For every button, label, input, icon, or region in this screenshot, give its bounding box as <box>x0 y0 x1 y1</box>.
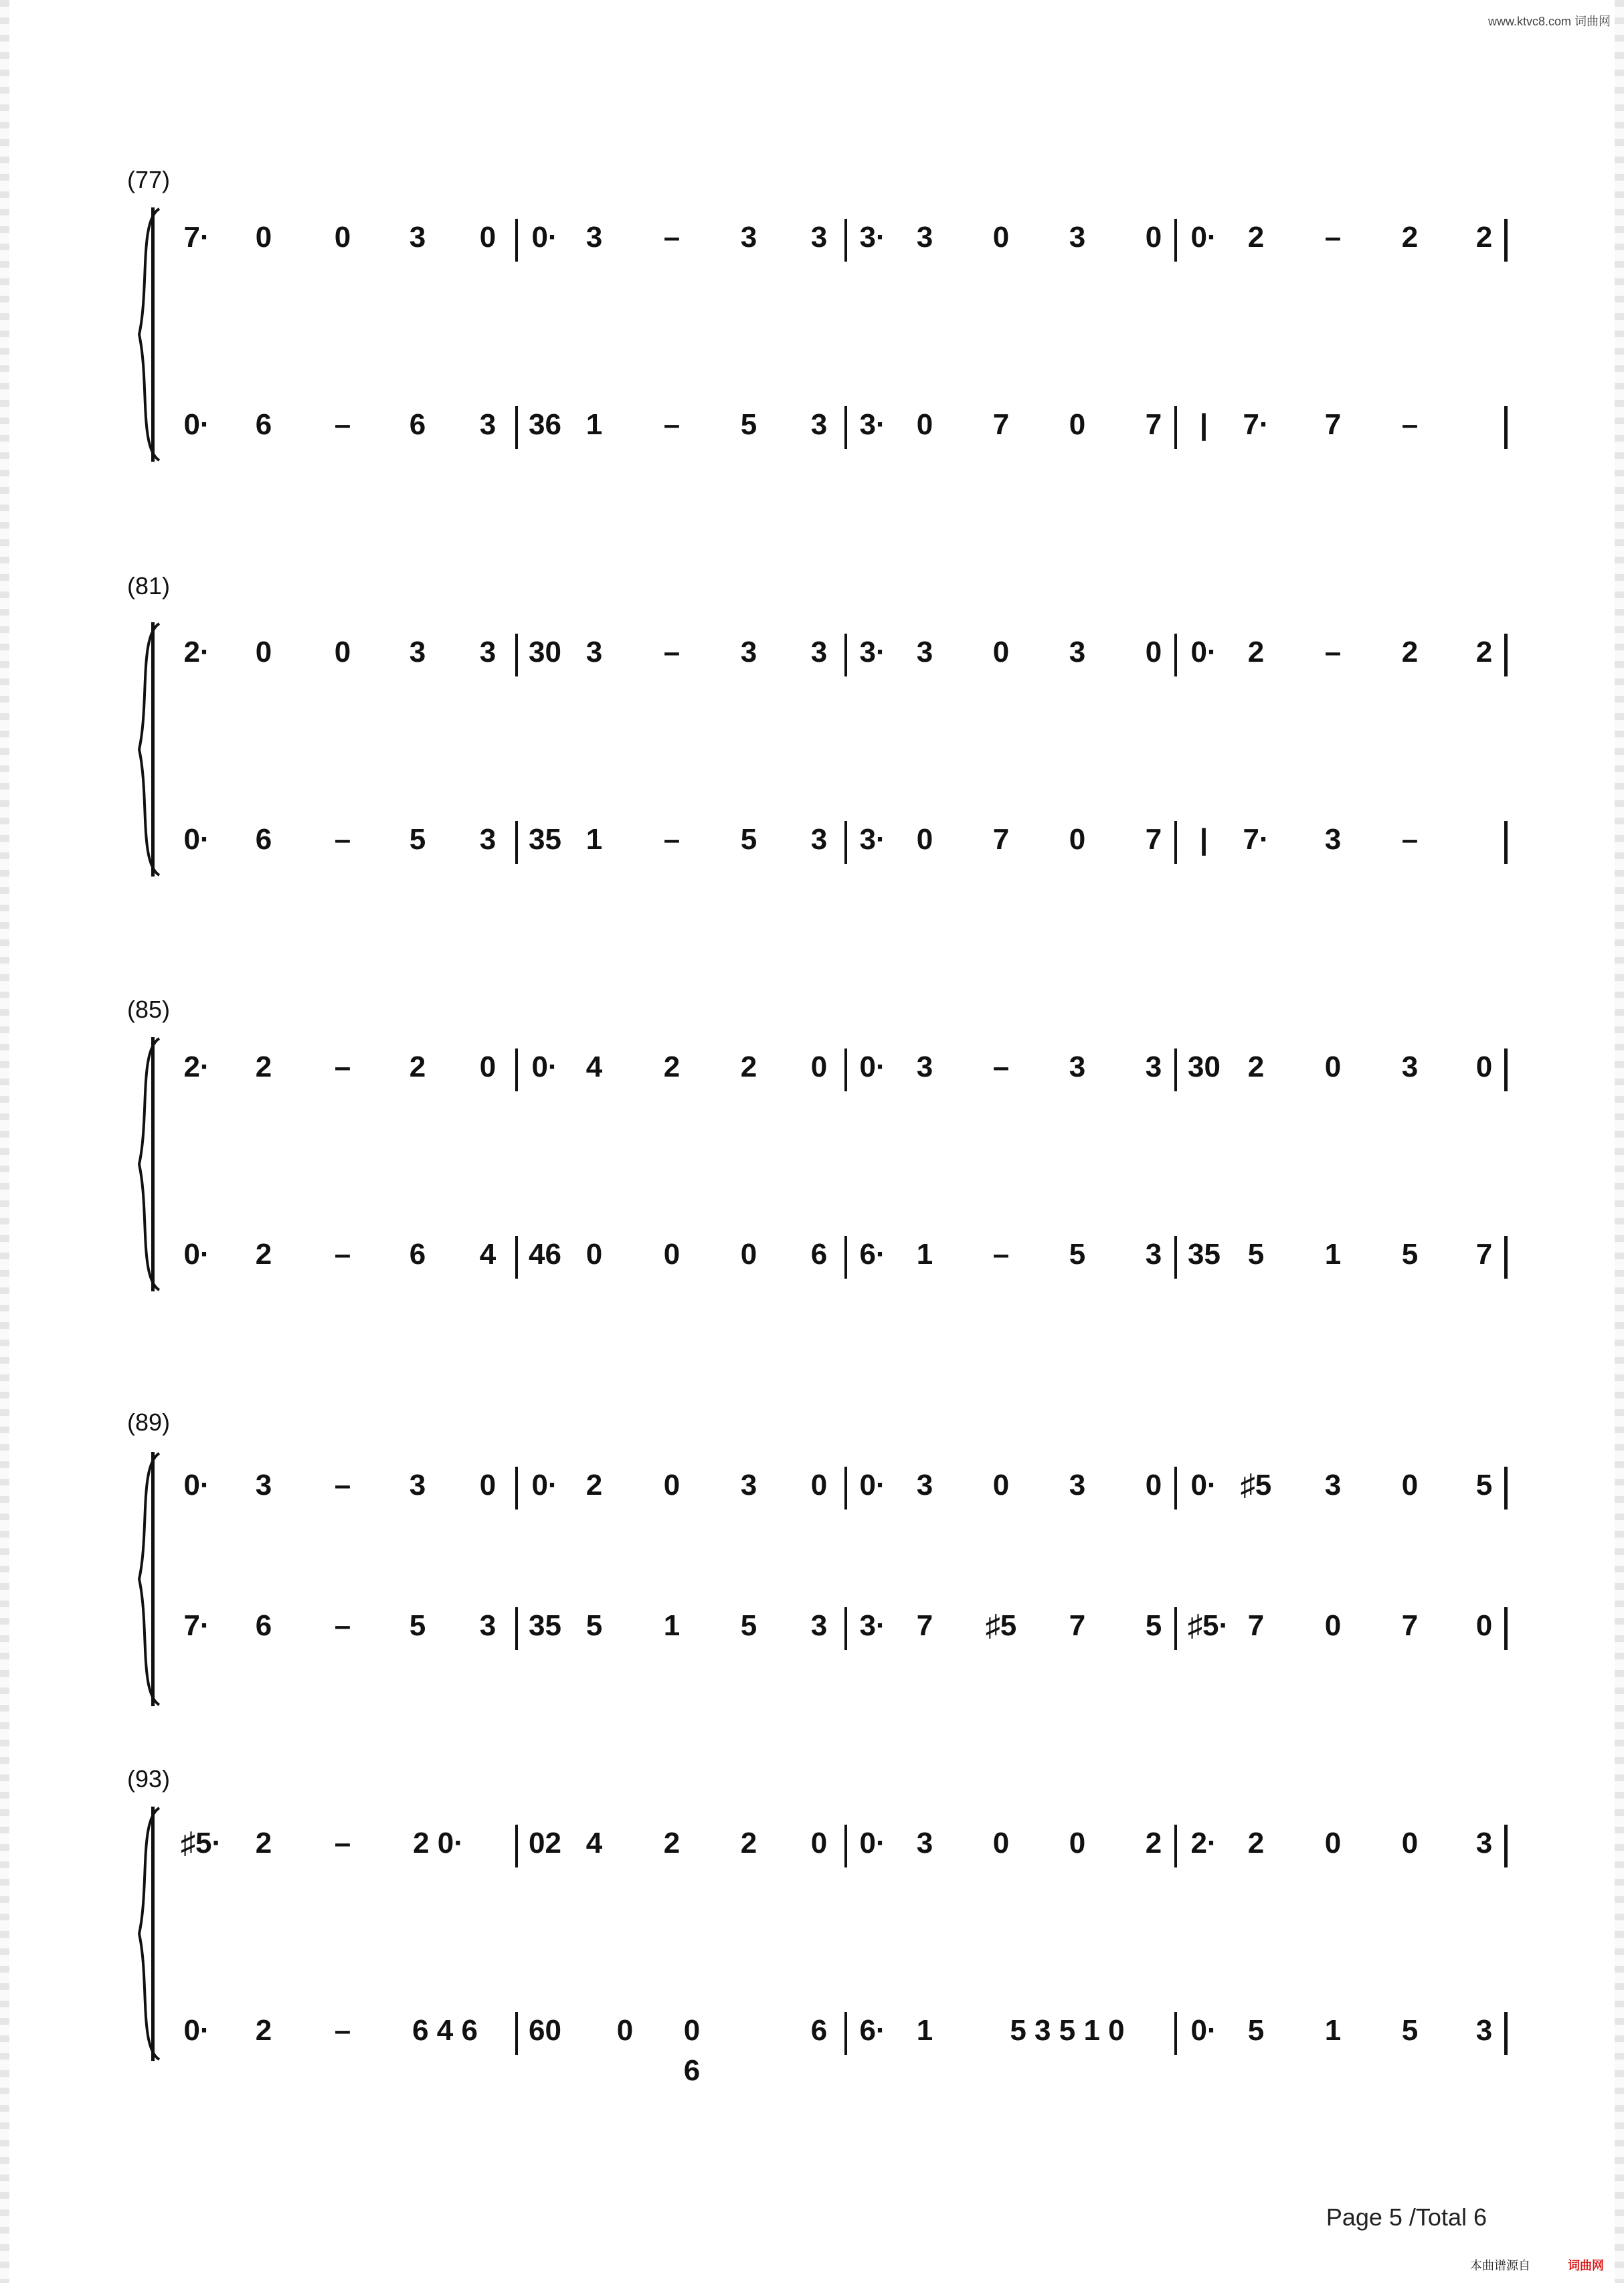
page-number: Page 5 /Total 6 <box>1326 2203 1487 2231</box>
note: 7 <box>1247 1609 1265 1642</box>
note: 6 <box>409 1238 426 1271</box>
note: 3 <box>409 636 426 668</box>
note: 3 <box>916 1051 933 1083</box>
score-system-89 <box>127 1398 1499 1713</box>
note: 0 <box>479 1051 497 1083</box>
note: 3 <box>810 1609 828 1642</box>
grand-staff-brace <box>132 1807 162 2061</box>
barline <box>1504 2012 1508 2055</box>
measure-number: (85) <box>127 996 171 1023</box>
note: 3· <box>859 408 886 441</box>
note: 7 <box>992 408 1010 441</box>
barline <box>1174 1825 1177 1867</box>
note: 4 <box>585 1827 603 1859</box>
note: 3 <box>479 408 497 441</box>
note: 0 <box>255 221 272 254</box>
note: 6· <box>859 1238 886 1271</box>
note: | <box>1199 408 1208 441</box>
note: 0 <box>663 1238 681 1271</box>
note: 1 <box>585 408 603 441</box>
note: 0 <box>255 636 272 668</box>
barline <box>515 1467 518 1510</box>
note: 3 <box>916 1469 933 1501</box>
note: 0 <box>992 221 1010 254</box>
note: 3 <box>916 636 933 668</box>
note: 0· <box>1190 636 1217 668</box>
note: 2 <box>255 2014 272 2047</box>
note: 3 <box>1145 1051 1162 1083</box>
note: 3· <box>859 636 886 668</box>
note: – <box>1401 823 1419 856</box>
note: 3 <box>1069 1051 1086 1083</box>
barline <box>844 406 847 449</box>
note: 3 <box>810 823 828 856</box>
barline <box>1504 219 1508 262</box>
note: 6 <box>409 408 426 441</box>
site-logo: 词曲网 <box>1568 2259 1604 2272</box>
note: 6 <box>810 2014 828 2047</box>
barline <box>1504 1607 1508 1650</box>
note: | <box>1199 823 1208 856</box>
note: 0 <box>1401 1469 1419 1501</box>
note: 0 <box>992 636 1010 668</box>
note: 0· <box>1190 2014 1217 2047</box>
note: 2· <box>183 1051 210 1083</box>
note: 0 <box>663 1469 681 1501</box>
note: 36 <box>529 408 561 441</box>
barline <box>1504 1825 1508 1867</box>
note: 0 <box>479 221 497 254</box>
note: 3· <box>859 823 886 856</box>
note: 2 <box>740 1051 757 1083</box>
upper-staff-row <box>167 217 1499 258</box>
note: 3 <box>479 823 497 856</box>
barline <box>844 2012 847 2055</box>
note: 2 <box>409 1051 426 1083</box>
lower-staff-row <box>167 2011 1499 2087</box>
barline <box>844 1236 847 1279</box>
note: 0 <box>810 1051 828 1083</box>
note: 3 <box>409 221 426 254</box>
note: 0 <box>1145 1469 1162 1501</box>
system-left-barline <box>151 207 155 462</box>
note: 6 4 6 <box>412 2014 478 2047</box>
note: 2 <box>663 1051 681 1083</box>
note: 0· <box>183 408 210 441</box>
note: 3 <box>740 1469 757 1501</box>
note: 0 <box>810 1827 828 1859</box>
note: 3 <box>255 1469 272 1501</box>
note: 1 <box>1324 1238 1342 1271</box>
note: 0 <box>1145 221 1162 254</box>
note: 0 <box>1475 1609 1493 1642</box>
barline <box>844 821 847 864</box>
note: 6 <box>810 1238 828 1271</box>
note: 0· <box>183 1238 210 1271</box>
note: 5 <box>1145 1609 1162 1642</box>
note: 5 <box>1475 1469 1493 1501</box>
note: 7 <box>1324 408 1342 441</box>
upper-staff-row <box>167 1465 1499 1505</box>
note: 1 <box>916 2014 933 2047</box>
note: 3 <box>1475 1827 1493 1859</box>
note: 1 <box>916 1238 933 1271</box>
note: 46 <box>529 1238 561 1271</box>
note: – <box>334 1609 351 1642</box>
system-left-barline <box>151 1037 155 1291</box>
note: 3· <box>859 1609 886 1642</box>
lower-staff-row <box>167 1235 1499 1275</box>
lower-staff-row <box>167 405 1499 445</box>
note: – <box>663 408 681 441</box>
note: 7 <box>1475 1238 1493 1271</box>
note: 7 <box>1069 1609 1086 1642</box>
note: 5 3 5 1 0 <box>1010 2014 1125 2047</box>
note: 0· <box>859 1051 886 1083</box>
note: 5 <box>740 408 757 441</box>
measure-number: (77) <box>127 166 171 193</box>
note: 1 <box>585 823 603 856</box>
note: 30 <box>1188 1051 1221 1083</box>
note: 0 <box>1324 1827 1342 1859</box>
note: 0· <box>183 823 210 856</box>
note: 60 <box>529 2014 561 2047</box>
barline <box>515 1048 518 1091</box>
lower-staff-row <box>167 1606 1499 1646</box>
note: – <box>1401 408 1419 441</box>
note: 2 <box>740 1827 757 1859</box>
note: 6· <box>859 2014 886 2047</box>
note: 2 0· <box>413 1827 464 1859</box>
note: 30 <box>529 636 561 668</box>
source-text: 本曲谱源自 <box>1470 2259 1530 2272</box>
site-watermark: www.ktvc8.com 词曲网 <box>1487 15 1611 28</box>
system-left-barline <box>151 1452 155 1706</box>
note: – <box>663 823 681 856</box>
note: 7 <box>1145 408 1162 441</box>
note: 3 <box>1069 1469 1086 1501</box>
note: 0 <box>916 408 933 441</box>
note: 5 <box>409 823 426 856</box>
note: 7 <box>916 1609 933 1642</box>
measure-number: (81) <box>127 572 171 600</box>
note: 0 <box>1069 408 1086 441</box>
grand-staff-brace <box>132 1452 162 1706</box>
note: 0 <box>585 1238 603 1271</box>
note: 0 <box>1401 1827 1419 1859</box>
barline <box>844 219 847 262</box>
note: – <box>992 1238 1010 1271</box>
note: 3 <box>810 221 828 254</box>
note: – <box>992 1051 1010 1083</box>
note: 2 <box>1247 1827 1265 1859</box>
note: 2 <box>255 1238 272 1271</box>
note: 5 <box>409 1609 426 1642</box>
note: 2 <box>1145 1827 1162 1859</box>
note: – <box>1324 636 1342 668</box>
note: 0 <box>1475 1051 1493 1083</box>
note: 2 <box>1401 636 1419 668</box>
note: 5 <box>1401 2014 1419 2047</box>
note: 0 <box>1324 1051 1342 1083</box>
note: 2 <box>255 1827 272 1859</box>
barline <box>1174 2012 1177 2055</box>
note: 3 <box>1324 1469 1342 1501</box>
note: – <box>334 1051 351 1083</box>
note: 7· <box>183 1609 210 1642</box>
note: 3 <box>740 221 757 254</box>
note: 0· <box>1190 1469 1217 1501</box>
score-system-85 <box>127 984 1499 1298</box>
measure-number: (89) <box>127 1408 171 1436</box>
note: 3 <box>1475 2014 1493 2047</box>
grand-staff-brace <box>132 622 162 877</box>
grand-staff-brace <box>132 207 162 462</box>
note: 3 <box>916 1827 933 1859</box>
note: 0 <box>616 2014 634 2047</box>
note: 0· <box>859 1469 886 1501</box>
note: 3 <box>810 408 828 441</box>
note: 5 <box>740 1609 757 1642</box>
grand-staff-brace <box>132 1037 162 1291</box>
upper-staff-row <box>167 1047 1499 1087</box>
barline <box>515 821 518 864</box>
lower-staff-row <box>167 820 1499 860</box>
note: 35 <box>529 1609 561 1642</box>
note: 0· <box>183 2014 210 2047</box>
note: 3 <box>916 221 933 254</box>
note: 0 <box>1324 1609 1342 1642</box>
note: ♯5· <box>181 1827 222 1859</box>
note: 35 <box>1188 1238 1221 1271</box>
barline <box>515 634 518 676</box>
note: 0 <box>334 221 351 254</box>
upper-staff-row <box>167 632 1499 672</box>
note: 1 <box>663 1609 681 1642</box>
note: – <box>334 1469 351 1501</box>
note: 7 <box>992 823 1010 856</box>
barline <box>1504 1048 1508 1091</box>
note: 3 <box>1069 221 1086 254</box>
score-system-93 <box>127 1753 1499 2087</box>
barline <box>844 1825 847 1867</box>
note: 0 <box>740 1238 757 1271</box>
barline <box>844 634 847 676</box>
note: 1 <box>1324 2014 1342 2047</box>
note: – <box>334 823 351 856</box>
note: 3 <box>1324 823 1342 856</box>
note: 3 <box>585 636 603 668</box>
barline <box>515 1607 518 1650</box>
note: 6 <box>255 1609 272 1642</box>
left-margin-strip <box>0 0 9 2283</box>
note: 0 <box>334 636 351 668</box>
note: 0 <box>1145 636 1162 668</box>
note: – <box>334 1827 351 1859</box>
note: 3 <box>1069 636 1086 668</box>
note: ♯5· <box>1188 1609 1229 1642</box>
note: 4 <box>585 1051 603 1083</box>
note: 3 <box>409 1469 426 1501</box>
note: 0 <box>810 1469 828 1501</box>
barline <box>1174 1467 1177 1510</box>
note: – <box>663 221 681 254</box>
score-system-81 <box>127 569 1499 883</box>
note: 0 <box>1069 823 1086 856</box>
note: – <box>1324 221 1342 254</box>
note: 2 <box>1247 1051 1265 1083</box>
right-margin-strip <box>1615 0 1624 2283</box>
note: 7 <box>1401 1609 1419 1642</box>
barline <box>1174 634 1177 676</box>
note: 3 <box>479 636 497 668</box>
measure-number: (93) <box>127 1765 171 1793</box>
note: 7· <box>1243 408 1269 441</box>
barline <box>1174 821 1177 864</box>
note: 35 <box>529 823 561 856</box>
note: 0 <box>479 1469 497 1501</box>
note: 0 <box>916 823 933 856</box>
note: 6 <box>255 823 272 856</box>
barline <box>1504 406 1508 449</box>
note: 2 <box>1401 221 1419 254</box>
note: 0· <box>531 1051 558 1083</box>
barline <box>515 406 518 449</box>
barline <box>1504 1236 1508 1279</box>
note: 3 <box>810 636 828 668</box>
note: ♯5 <box>1240 1469 1272 1501</box>
note: 2 <box>1247 636 1265 668</box>
barline <box>844 1467 847 1510</box>
note: 4 <box>479 1238 497 1271</box>
note: 3 <box>479 1609 497 1642</box>
note: 5 <box>1401 1238 1419 1271</box>
note: 2 <box>255 1051 272 1083</box>
note: 2· <box>183 636 210 668</box>
note: 3 <box>585 221 603 254</box>
barline <box>844 1048 847 1091</box>
note: – <box>334 408 351 441</box>
note: 5 <box>1247 2014 1265 2047</box>
barline <box>1174 1607 1177 1650</box>
note: 6 <box>255 408 272 441</box>
note: 0· <box>1190 221 1217 254</box>
note: 0 <box>992 1827 1010 1859</box>
note: ♯5 <box>985 1609 1017 1642</box>
barline <box>1174 1236 1177 1279</box>
note: 7· <box>1243 823 1269 856</box>
note: 3· <box>859 221 886 254</box>
note: 0· <box>183 1469 210 1501</box>
note: 2· <box>1190 1827 1217 1859</box>
system-left-barline <box>151 1807 155 2061</box>
note: 2 <box>1475 636 1493 668</box>
barline <box>1174 406 1177 449</box>
barline <box>515 1825 518 1867</box>
note: 7 <box>1145 823 1162 856</box>
note: 0 6 <box>683 2014 701 2087</box>
score-system-77 <box>127 154 1499 468</box>
barline <box>1504 1467 1508 1510</box>
note: 7· <box>183 221 210 254</box>
note: 2 <box>585 1469 603 1501</box>
note: 0· <box>531 1469 558 1501</box>
note: 0· <box>859 1827 886 1859</box>
note: – <box>334 1238 351 1271</box>
barline <box>844 1607 847 1650</box>
barline <box>515 2012 518 2055</box>
note: – <box>334 2014 351 2047</box>
note: 0· <box>531 221 558 254</box>
note: 02 <box>529 1827 561 1859</box>
note: 5 <box>585 1609 603 1642</box>
note: 3 <box>1145 1238 1162 1271</box>
note: 3 <box>740 636 757 668</box>
barline <box>1174 1048 1177 1091</box>
barline <box>1174 219 1177 262</box>
barline <box>515 219 518 262</box>
note: 2 <box>663 1827 681 1859</box>
note: 3 <box>1401 1051 1419 1083</box>
note: 5 <box>1247 1238 1265 1271</box>
note: – <box>663 636 681 668</box>
note: 5 <box>740 823 757 856</box>
note: 2 <box>1475 221 1493 254</box>
upper-staff-row <box>167 1823 1499 1863</box>
note: 0 <box>992 1469 1010 1501</box>
system-left-barline <box>151 622 155 877</box>
note: 5 <box>1069 1238 1086 1271</box>
barline <box>515 1236 518 1279</box>
note: 2 <box>1247 221 1265 254</box>
note: 0 <box>1069 1827 1086 1859</box>
barline <box>1504 821 1508 864</box>
barline <box>1504 634 1508 676</box>
